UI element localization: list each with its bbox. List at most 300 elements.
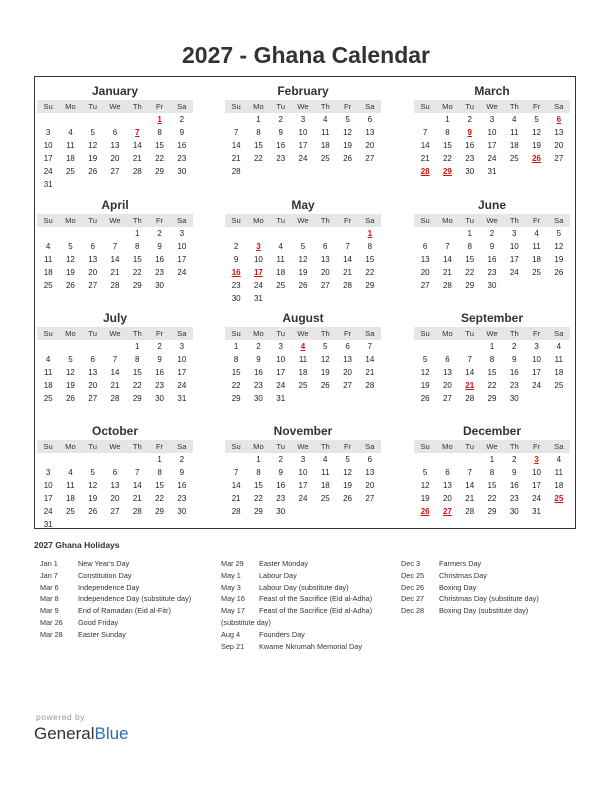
empty-day-cell [314,392,336,405]
day-cell: 11 [43,255,53,264]
empty-day-cell [414,113,436,126]
week-row [37,240,193,253]
weekday-label: Fr [532,442,541,451]
day-cell: 7 [112,242,118,251]
empty-day-cell [37,340,59,353]
day-cell: 6 [112,128,118,137]
holiday-date: Dec 26 [401,582,425,592]
day-cell: 13 [88,368,98,377]
day-cell: 17 [532,481,541,490]
day-cell: 26 [88,507,98,516]
generalblue-logo[interactable] [34,724,129,744]
day-cell: 21 [231,494,241,503]
day-cell: 6 [112,468,118,477]
month-name: May [291,198,315,212]
week-row [414,466,570,479]
day-cell: 6 [422,242,428,251]
day-cell: 3 [300,455,306,464]
day-cell: 10 [298,128,308,137]
weekday-label: Fr [343,216,352,225]
day-cell: 10 [253,255,263,264]
weekday-header [225,214,381,227]
day-cell: 5 [345,455,350,464]
empty-day-cell [82,178,104,191]
weekday-label: Su [43,442,53,451]
holiday-name: Labour Day [259,570,297,580]
day-cell: 30 [177,167,187,176]
day-cell: 20 [320,268,330,277]
day-cell: 5 [556,229,562,238]
day-cell: 11 [510,128,519,137]
empty-day-cell [126,113,148,126]
day-cell: 11 [66,141,75,150]
day-cell: 22 [132,268,142,277]
day-cell: 23 [276,154,286,163]
day-cell: 5 [422,355,428,364]
weekday-label: Mo [253,102,264,111]
day-cell: 12 [65,368,75,377]
day-cell: 24 [532,494,541,503]
day-cell: 27 [110,507,120,516]
day-cell: 18 [554,368,564,377]
day-cell: 12 [343,468,352,477]
weekday-label: Tu [88,102,97,111]
week-row [225,279,381,292]
day-cell: 5 [422,468,428,477]
day-cell: 25 [320,154,330,163]
day-cell: 4 [534,229,539,238]
empty-day-cell [359,292,381,305]
day-cell: 3 [300,115,306,124]
week-row [37,152,193,165]
day-cell: 8 [489,355,495,364]
week-row [37,392,193,405]
day-cell: 7 [467,355,472,364]
day-cell: 28 [442,281,452,290]
holiday-date: Mar 26 [40,617,63,627]
day-cell: 8 [157,128,162,137]
weekday-label: Fr [343,442,352,451]
holiday-name: Boxing Day (substitute day) [439,606,529,616]
day-cell: 16 [276,481,286,490]
day-cell: 10 [43,481,53,490]
empty-day-cell [292,165,314,178]
day-cell: 15 [155,141,164,150]
day-cell: 1 [489,455,495,464]
day-cell: 21 [465,494,475,503]
weekday-label: Tu [276,329,285,338]
day-cell: 13 [110,481,120,490]
day-cell: 17 [276,368,286,377]
day-cell: 7 [467,468,472,477]
day-cell: 20 [88,268,98,277]
day-cell: 29 [132,281,142,290]
day-cell: 6 [323,242,328,251]
weekday-label: Th [320,442,330,451]
day-cell: 2 [179,455,185,464]
holiday-date: Mar 28 [40,629,63,639]
day-cell: 24 [298,494,308,503]
day-cell: 24 [487,154,497,163]
day-cell: 21 [231,154,241,163]
day-cell: 21 [343,268,352,277]
day-cell: 4 [512,115,517,124]
day-cell: 4 [323,455,328,464]
week-row [37,178,193,191]
day-cell: 14 [132,141,142,150]
week-row [414,479,570,492]
day-cell: 15 [155,481,164,490]
empty-day-cell [82,227,104,240]
day-cell: 23 [509,494,519,503]
empty-day-cell [292,227,314,240]
day-cell: 14 [231,481,241,490]
week-row [37,279,193,292]
day-cell: 9 [256,355,261,364]
day-cell: 28 [231,167,241,176]
week-row [37,518,193,531]
holiday-entry [40,594,210,606]
month-name: October [91,424,138,438]
day-cell: 25 [65,167,75,176]
weekday-label: Th [509,329,519,338]
month-name: January [91,84,139,98]
holiday-column-1 [40,559,210,642]
day-cell: 31 [253,294,263,303]
day-cell: 23 [253,381,263,390]
day-cell: 2 [157,229,162,238]
holiday-day-cell: 6 [556,115,562,124]
day-cell: 9 [157,242,162,251]
holiday-name: Christmas Day (substitute day) [439,594,539,604]
day-cell: 1 [135,342,140,351]
week-row [414,392,570,405]
week-row [37,453,193,466]
weekday-label: Th [132,216,142,225]
holiday-name: (substitute day) [221,617,271,627]
day-cell: 16 [509,481,519,490]
day-cell: 27 [320,281,330,290]
day-cell: 22 [132,381,142,390]
holiday-date: May 17 [221,606,245,616]
weekday-label: Tu [276,442,285,451]
day-cell: 16 [487,255,497,264]
day-cell: 4 [68,128,73,137]
day-cell: 22 [155,154,164,163]
day-cell: 15 [132,255,142,264]
week-row [225,139,381,152]
empty-day-cell [225,227,247,240]
day-cell: 19 [343,141,352,150]
day-cell: 22 [155,494,164,503]
day-cell: 16 [177,141,187,150]
empty-day-cell [359,392,381,405]
weekday-label: We [109,442,121,451]
day-cell: 16 [465,141,475,150]
weekday-label: Th [509,102,519,111]
day-cell: 7 [367,342,373,351]
day-cell: 26 [88,167,98,176]
holiday-name: Labour Day (substitute day) [259,582,349,592]
day-cell: 16 [177,481,187,490]
day-cell: 20 [365,481,375,490]
empty-day-cell [436,453,458,466]
day-cell: 12 [320,355,330,364]
week-row [414,152,570,165]
day-cell: 1 [489,342,495,351]
day-cell: 29 [155,507,164,516]
holiday-name: Founders Day [259,629,305,639]
week-row [414,266,570,279]
day-cell: 23 [487,268,497,277]
week-row [225,466,381,479]
day-cell: 17 [532,368,541,377]
week-row [225,266,381,279]
holiday-day-cell: 28 [420,167,430,176]
day-cell: 21 [365,368,375,377]
day-cell: 22 [465,268,475,277]
day-cell: 4 [68,468,73,477]
day-cell: 9 [278,468,283,477]
day-cell: 1 [445,115,450,124]
month-august [225,309,381,405]
day-cell: 4 [278,242,283,251]
weekday-label: Th [132,102,142,111]
weekday-header [225,440,381,453]
holiday-name: Farmers Day [439,559,482,568]
day-cell: 10 [298,468,308,477]
day-cell: 31 [487,167,497,176]
day-cell: 8 [157,468,162,477]
week-row [225,353,381,366]
week-row [37,126,193,139]
day-cell: 31 [43,520,53,529]
day-cell: 16 [253,368,263,377]
empty-day-cell [436,340,458,353]
holiday-day-cell: 29 [442,167,452,176]
day-cell: 25 [43,281,53,290]
empty-day-cell [336,227,358,240]
day-cell: 9 [157,355,162,364]
week-row [414,253,570,266]
empty-day-cell [148,178,170,191]
holiday-date: Sep 21 [221,641,245,651]
weekday-label: Su [231,216,241,225]
day-cell: 26 [420,394,430,403]
day-cell: 8 [256,468,261,477]
holiday-date: Dec 27 [401,594,425,604]
day-cell: 1 [233,342,239,351]
day-cell: 27 [110,167,120,176]
day-cell: 28 [110,281,120,290]
day-cell: 29 [487,507,497,516]
day-cell: 5 [534,115,539,124]
day-cell: 10 [532,468,541,477]
day-cell: 30 [487,281,497,290]
day-cell: 28 [465,507,475,516]
day-cell: 6 [445,468,450,477]
empty-day-cell [548,505,570,518]
day-cell: 15 [487,481,497,490]
weekday-label: Mo [253,442,264,451]
weekday-label: Fr [532,216,541,225]
day-cell: 14 [465,368,475,377]
day-cell: 3 [512,229,517,238]
empty-day-cell [37,227,59,240]
empty-day-cell [314,227,336,240]
day-cell: 7 [345,242,350,251]
empty-day-cell [548,279,570,292]
month-may [225,196,381,305]
logo-general: General [34,724,95,743]
weekday-label: We [486,102,498,111]
day-cell: 21 [110,268,120,277]
weekday-label: We [109,216,121,225]
day-cell: 18 [65,494,75,503]
day-cell: 19 [343,481,352,490]
day-cell: 22 [442,154,452,163]
month-september [414,309,570,405]
weekday-header [225,327,381,340]
day-cell: 17 [43,154,53,163]
day-cell: 6 [445,355,450,364]
day-cell: 16 [155,368,164,377]
holiday-entry [221,618,396,630]
week-row [414,126,570,139]
weekday-label: Sa [177,216,187,225]
day-cell: 10 [532,355,541,364]
weekday-label: Fr [343,329,352,338]
day-cell: 2 [467,115,472,124]
day-cell: 17 [177,368,187,377]
holiday-entry [40,630,210,642]
weekday-label: Su [43,216,53,225]
weekday-label: Fr [532,102,541,111]
week-row [37,492,193,505]
weekday-label: Mo [65,216,76,225]
day-cell: 22 [487,494,497,503]
day-cell: 29 [465,281,475,290]
day-cell: 7 [233,468,239,477]
day-cell: 13 [343,355,352,364]
day-cell: 14 [465,481,475,490]
day-cell: 18 [320,141,330,150]
week-row [225,113,381,126]
weekday-header [225,100,381,113]
weekday-label: Su [420,329,430,338]
day-cell: 30 [509,394,519,403]
day-cell: 12 [88,141,98,150]
day-cell: 12 [88,481,98,490]
day-cell: 15 [487,368,497,377]
day-cell: 30 [465,167,475,176]
day-cell: 25 [532,268,541,277]
day-cell: 30 [177,507,187,516]
empty-day-cell [270,165,292,178]
holiday-date: Dec 25 [401,570,425,580]
week-row [414,227,570,240]
holiday-name: Independence Day [78,582,140,592]
day-cell: 22 [231,381,241,390]
holiday-entry [401,594,576,606]
day-cell: 12 [343,128,352,137]
holiday-day-cell: 16 [231,268,241,277]
day-cell: 25 [554,381,564,390]
empty-day-cell [59,178,81,191]
day-cell: 1 [467,229,472,238]
empty-day-cell [82,113,104,126]
day-cell: 2 [512,342,517,351]
weekday-label: Th [320,102,330,111]
day-cell: 29 [155,167,164,176]
day-cell: 11 [532,242,541,251]
week-row [225,340,381,353]
day-cell: 24 [509,268,519,277]
empty-day-cell [59,518,81,531]
weekday-label: Fr [343,102,352,111]
day-cell: 30 [155,281,164,290]
holiday-day-cell: 3 [256,242,261,251]
holiday-day-cell: 27 [442,507,452,516]
day-cell: 3 [534,342,539,351]
day-cell: 24 [177,381,187,390]
day-cell: 2 [278,455,283,464]
day-cell: 21 [420,154,430,163]
day-cell: 20 [88,381,98,390]
week-row [37,340,193,353]
month-december [414,422,570,518]
weekday-label: Sa [554,216,564,225]
day-cell: 19 [320,368,330,377]
weekday-header [414,327,570,340]
week-row [37,113,193,126]
empty-day-cell [548,392,570,405]
week-row [37,266,193,279]
day-cell: 8 [367,242,373,251]
holiday-entry [401,606,576,618]
empty-day-cell [225,453,247,466]
empty-day-cell [171,518,193,531]
day-cell: 13 [88,255,98,264]
day-cell: 1 [157,455,162,464]
week-row [414,139,570,152]
day-cell: 11 [321,128,330,137]
month-july [37,309,193,405]
empty-day-cell [525,392,547,405]
holiday-entry [401,571,576,583]
holiday-name: Christmas Day [439,570,487,580]
day-cell: 2 [256,342,261,351]
weekday-label: We [486,442,498,451]
weekday-header [37,440,193,453]
day-cell: 17 [298,481,308,490]
day-cell: 24 [253,281,263,290]
day-cell: 20 [343,368,352,377]
weekday-label: Tu [88,329,97,338]
empty-day-cell [525,279,547,292]
empty-day-cell [459,340,481,353]
day-cell: 11 [554,468,563,477]
day-cell: 10 [276,355,286,364]
day-cell: 18 [509,141,519,150]
day-cell: 11 [554,355,563,364]
empty-day-cell [126,518,148,531]
weekday-label: Th [509,442,519,451]
week-row [414,279,570,292]
day-cell: 19 [554,255,564,264]
holiday-day-cell: 4 [300,342,306,351]
day-cell: 14 [231,141,241,150]
